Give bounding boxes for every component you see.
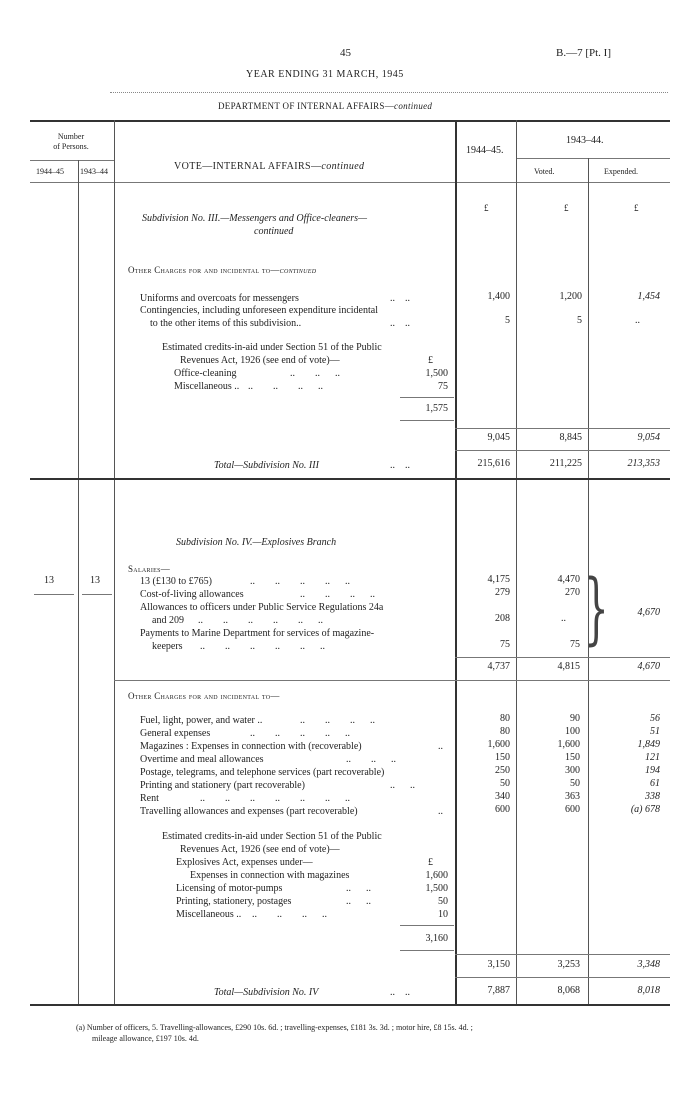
sub3-credits-pound: £: [428, 355, 433, 366]
sub3-other-charges-cont: continued: [279, 265, 317, 275]
sub4-other-fuel: Fuel, light, power, and water ..: [140, 715, 263, 726]
sub4-salary1-c2: 270: [565, 587, 580, 598]
sub4-credits-pound: £: [428, 857, 433, 868]
salaries-brace: }: [584, 564, 609, 654]
pound-col2: £: [564, 203, 569, 213]
sub4-salaries-rule: [455, 657, 670, 658]
vote-name: VOTE—INTERNAL AFFAIRS—: [174, 161, 322, 172]
sub4-salary2-c1: 208: [495, 613, 510, 624]
sub4-other1-c3: 51: [650, 726, 660, 737]
sub4-other6-c1: 340: [495, 791, 510, 802]
sub4-total-c2: 8,068: [557, 985, 580, 996]
sub4-salary3-c1: 75: [500, 639, 510, 650]
sub4-salary-marine-line2: keepers: [152, 641, 183, 652]
sub4-credits-line1: Estimated credits-in-aid under Section 51 of the Public: [162, 831, 382, 842]
sub4-salaries-total-c3: 4,670: [637, 661, 660, 672]
col-1943-44: 1943–44.: [566, 135, 604, 146]
sub4-other4-c1: 250: [495, 765, 510, 776]
sub4-subtotal-bottom-rule: [455, 977, 670, 978]
sub4-other1-c1: 80: [500, 726, 510, 737]
sub3-credits-line1: Estimated credits-in-aid under Section 51 of the Public: [162, 342, 382, 353]
sub4-other4-c2: 300: [565, 765, 580, 776]
sub4-credit-misc-amount: 10: [438, 909, 448, 920]
sub3-end-rule: [30, 478, 670, 480]
sub3-credits-line2: Revenues Act, 1926 (see end of vote)—: [180, 355, 340, 366]
sub4-other-charges: Other Charges for and incidental to—: [128, 691, 280, 701]
sub4-other5-c2: 50: [570, 778, 580, 789]
pound-col1: £: [484, 203, 489, 213]
sub4-title: Subdivision No. IV.—Explosives Branch: [176, 537, 337, 548]
sub4-credit-magazines: Expenses in connection with magazines: [190, 870, 350, 881]
sub4-other2-c1: 1,600: [487, 739, 510, 750]
sub4-credits-rule: [400, 925, 454, 926]
sub4-other3-c3: 121: [645, 752, 660, 763]
sub4-other-printing: Printing and stationery (part recoverable): [140, 780, 305, 791]
sub3-other-charges: [128, 266, 316, 275]
sub4-other4-c3: 194: [645, 765, 660, 776]
sub4-credits-total: 3,160: [425, 933, 448, 944]
sub4-credits-line3: Explosives Act, expenses under—: [176, 857, 313, 868]
sub3-item1-c2: 5: [577, 315, 582, 326]
department-continued: continued: [394, 101, 433, 111]
sub4-salary-grade: 13 (£130 to £765): [140, 576, 212, 587]
sub4-salary-allowances-line2: and 209: [152, 615, 184, 626]
sub3-title-continued: continued: [254, 226, 294, 237]
sub4-credit-licensing: Licensing of motor-pumps: [176, 883, 283, 894]
sub3-item-uniforms: Uniforms and overcoats for messengers: [140, 293, 299, 304]
sub4-salaries-label: Salaries—: [128, 564, 171, 574]
sub4-persons-rule-a: [34, 594, 74, 595]
sub3-subtotal-c1: 9,045: [487, 432, 510, 443]
sub4-other0-c1: 80: [500, 713, 510, 724]
sub3-item0-c3: 1,454: [637, 291, 660, 302]
sub4-salary0-c1: 4,175: [487, 574, 510, 585]
sub3-credit-office: Office-cleaning: [174, 368, 237, 379]
sub4-total-label: Total—Subdivision No. IV: [214, 987, 319, 998]
sub4-other5-c1: 50: [500, 778, 510, 789]
sub4-other-magazines: Magazines : Expenses in connection with (recoverable): [140, 741, 362, 752]
sub4-salary-col: Cost-of-living allowances: [140, 589, 244, 600]
sub4-salary1-c1: 279: [495, 587, 510, 598]
table-bottom-rule: [30, 1004, 670, 1006]
sub4-salaries-total-c1: 4,737: [487, 661, 510, 672]
sub4-salary2-c2: ..: [561, 613, 566, 624]
page-number: 45: [340, 47, 351, 59]
sub4-other-overtime: Overtime and meal allowances: [140, 754, 264, 765]
sub4-other6-c3: 338: [645, 791, 660, 802]
sub4-other7-c3: (a) 678: [630, 804, 660, 815]
sub4-salaries-expended: 4,670: [637, 607, 660, 618]
sub4-credit-printing-amount: 50: [438, 896, 448, 907]
sub4-salaries-total-c2: 4,815: [557, 661, 580, 672]
sub3-total-c3: 213,353: [627, 458, 660, 469]
sub4-subtotal-c2: 3,253: [557, 959, 580, 970]
department-name: DEPARTMENT OF INTERNAL AFFAIRS—: [218, 101, 395, 111]
pound-col3: £: [634, 203, 639, 213]
footnote-line2: mileage allowance, £197 10s. 4d.: [92, 1034, 199, 1043]
sub4-other-postage: Postage, telegrams, and telephone services (part recoverable): [140, 767, 385, 778]
sub3-subtotal-rule: [455, 428, 670, 429]
sub4-persons-1943: 13: [90, 575, 100, 586]
sub3-credits-rule: [400, 397, 454, 398]
sub3-credit-office-amount: 1,500: [425, 368, 448, 379]
vote-title: [174, 162, 364, 172]
sub3-item-contingencies-line2: to the other items of this subdivision..: [150, 318, 302, 329]
sub4-salary0-c2: 4,470: [557, 574, 580, 585]
sub4-other-general: General expenses: [140, 728, 211, 739]
footnote-line1: (a) Number of officers, 5. Travelling-allowances, £290 10s. 6d. ; travelling-expenses, £181 3s. 3d. ; motor hire, £8 15s. 4d. ;: [76, 1023, 473, 1032]
sub4-salary-marine: Payments to Marine Department for services of magazine-: [140, 628, 375, 639]
sub4-credit-licensing-amount: 1,500: [425, 883, 448, 894]
sub3-item-contingencies: Contingencies, including unforeseen expenditure incidental: [140, 305, 378, 316]
voted-col-left: [516, 120, 517, 1004]
sub4-persons-rule-b: [82, 594, 112, 595]
sub4-other-travelling: Travelling allowances and expenses (part recoverable): [140, 806, 358, 817]
sub3-subtotal-c2: 8,845: [559, 432, 582, 443]
sub4-other0-c3: 56: [650, 713, 660, 724]
amount-col-left: [455, 120, 457, 1004]
persons-col-right: [114, 120, 115, 1004]
sub3-total-c2: 211,225: [549, 458, 582, 469]
sub3-item0-c2: 1,200: [559, 291, 582, 302]
sub3-total-c1: 215,616: [477, 458, 510, 469]
year-heading: YEAR ENDING 31 MARCH, 1945: [246, 69, 404, 80]
sub4-credit-misc: Miscellaneous ..: [176, 909, 242, 920]
sub4-total-c1: 7,887: [487, 985, 510, 996]
table-header-bottom-rule: [30, 182, 670, 183]
persons-divider: [30, 160, 114, 161]
persons-header-line2: of Persons.: [53, 142, 89, 151]
sub4-credits-total-rule: [400, 950, 454, 951]
document-reference: B.—7 [Pt. I]: [556, 47, 611, 59]
sub4-other7-c2: 600: [565, 804, 580, 815]
sub3-credits-total-rule: [400, 420, 454, 421]
sub4-subtotal-rule: [455, 954, 670, 955]
sub3-item0-c1: 1,400: [487, 291, 510, 302]
sub4-other1-c2: 100: [565, 726, 580, 737]
sub3-title: Subdivision No. III.—Messengers and Office-cleaners—: [142, 213, 367, 224]
col-1944-45: 1944–45.: [466, 145, 504, 156]
sub3-credits-total: 1,575: [425, 403, 448, 414]
sub4-other2-c3: 1,849: [637, 739, 660, 750]
sub3-item1-c1: 5: [505, 315, 510, 326]
vote-continued: continued: [321, 161, 365, 172]
department-heading: [218, 102, 432, 111]
sub3-other-charges-label: Other Charges for and incidental to—: [128, 265, 280, 275]
sub3-credit-misc: Miscellaneous ..: [174, 381, 240, 392]
persons-header-line1: Number: [57, 132, 85, 141]
col-expended: Expended.: [604, 167, 638, 176]
sub4-other0-c2: 90: [570, 713, 580, 724]
sub4-credit-printing: Printing, stationery, postages: [176, 896, 292, 907]
sub4-credits-line2: Revenues Act, 1926 (see end of vote)—: [180, 844, 340, 855]
sub3-subtotal-bottom-rule: [455, 450, 670, 451]
sub4-other2-c2: 1,600: [557, 739, 580, 750]
sub4-other-rent: Rent: [140, 793, 159, 804]
sub4-other5-c3: 61: [650, 778, 660, 789]
persons-year-b: 1943–44: [80, 167, 108, 176]
sub4-other3-c2: 150: [565, 752, 580, 763]
sub3-item1-c3: ..: [635, 315, 640, 326]
col-1943-divider: [516, 158, 670, 159]
header-rule: [110, 92, 668, 93]
col-voted: Voted.: [534, 167, 555, 176]
sub4-other7-c1: 600: [495, 804, 510, 815]
sub4-salary3-c2: 75: [570, 639, 580, 650]
sub4-salaries-bottom-rule: [114, 680, 670, 681]
persons-year-a: 1944–45: [36, 167, 64, 176]
sub4-subtotal-c1: 3,150: [487, 959, 510, 970]
sub4-persons-1944: 13: [44, 575, 54, 586]
sub4-other6-c2: 363: [565, 791, 580, 802]
sub3-subtotal-c3: 9,054: [637, 432, 660, 443]
sub4-salary-allowances: Allowances to officers under Public Service Regulations 24a: [140, 602, 384, 613]
sub4-subtotal-c3: 3,348: [637, 959, 660, 970]
table-top-rule: [30, 120, 670, 122]
sub3-credit-misc-amount: 75: [438, 381, 448, 392]
sub4-credit-magazines-amount: 1,600: [425, 870, 448, 881]
sub4-total-c3: 8,018: [637, 985, 660, 996]
persons-col-divider: [78, 160, 79, 1004]
sub3-total-label: Total—Subdivision No. III: [214, 460, 319, 471]
sub4-other3-c1: 150: [495, 752, 510, 763]
